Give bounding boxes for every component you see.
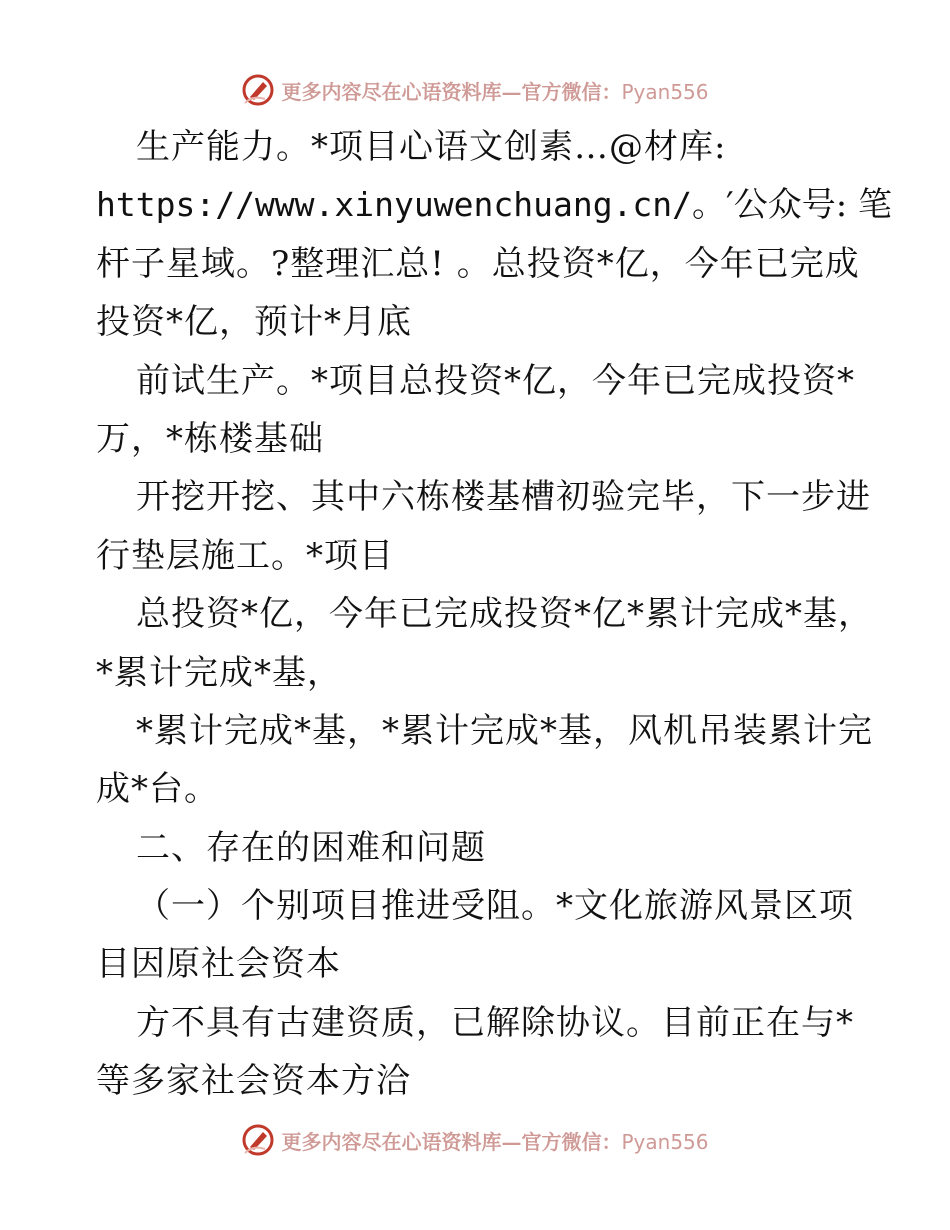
paragraph-line: 目因原社会资本 [96, 944, 341, 985]
banner-slogan: 更多内容尽在心语资料库 [281, 1129, 502, 1154]
banner-dash: — [501, 1129, 522, 1154]
document-body [96, 118, 893, 1111]
footer-banner [0, 1120, 950, 1160]
banner-dash: — [501, 79, 522, 104]
footer-banner-text [281, 1126, 708, 1155]
url-link[interactable]: https://www.xinyuwenchuang.cn/ [96, 185, 693, 225]
paragraph-line: *累计完成*基，*累计完成*基，风机吊装累计完 [136, 710, 873, 751]
paragraph-line [96, 176, 893, 234]
banner-slogan: 更多内容尽在心语资料库 [281, 79, 502, 104]
paragraph-line: 总投资*亿，今年已完成投资*亿*累计完成*基， [136, 594, 873, 635]
brand-logo-icon [241, 1123, 275, 1157]
paragraph-line: 万，*栋楼基础 [96, 418, 324, 459]
paragraph-line: 行垫层施工。*项目 [96, 535, 394, 576]
paragraph-line: *累计完成*基， [96, 652, 342, 693]
paragraph-line: 开挖开挖、其中六栋楼基槽初验完毕，下一步进 [136, 477, 871, 518]
header-banner-text [281, 76, 708, 105]
paragraph-line: 生产能力。*项目心语文创素…@材库: [136, 127, 727, 167]
header-banner [0, 70, 950, 110]
paragraph-line: 前试生产。*项目总投资*亿，今年已完成投资* [136, 360, 855, 401]
paragraph-line: 杆子星域。?整理汇总! 。总投资*亿，今年已完成 [96, 243, 860, 284]
paragraph-line: 成*台。 [96, 769, 219, 810]
section-heading: 二、存在的困难和问题 [136, 827, 486, 868]
banner-wechat-label: 官方微信： [521, 79, 622, 104]
banner-wechat-id: Pyan556 [621, 1129, 709, 1154]
banner-wechat-id: Pyan556 [621, 79, 709, 104]
paragraph-line: 方不具有古建资质，已解除协议。目前正在与* [136, 1002, 854, 1043]
paragraph-line: 等多家社会资本方洽 [96, 1061, 411, 1102]
line-text: 。′公众号: 笔 [692, 185, 893, 226]
brand-logo-icon [241, 73, 275, 107]
banner-wechat-label: 官方微信： [521, 1129, 622, 1154]
paragraph-line: 投资*亿，预计*月底 [96, 302, 412, 343]
paragraph-line: （一）个别项目推进受阻。*文化旅游风景区项 [136, 886, 854, 927]
